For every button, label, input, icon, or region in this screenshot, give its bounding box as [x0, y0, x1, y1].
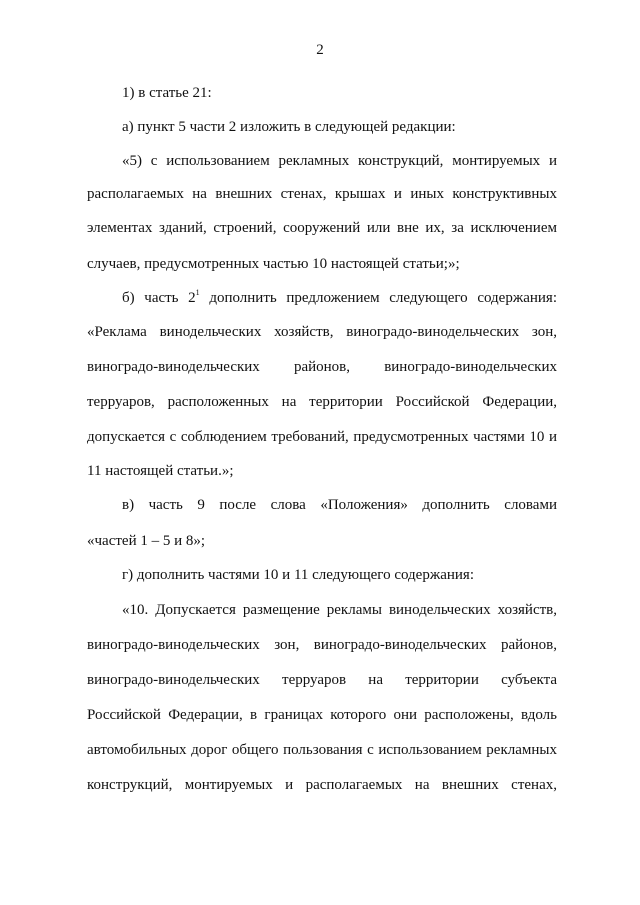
text-line: терруаров, расположенных на территории Российской Федерации, [87, 394, 557, 410]
text-line: автомобильных дорог общего пользования с использованием рекламных [87, 742, 557, 758]
text-line: конструкций, монтируемых и располагаемых на внешних стенах, [87, 777, 557, 793]
text-line: Российской Федерации, в границах которого они расположены, вдоль [87, 707, 557, 723]
text-line: 11 настоящей статьи.»; [87, 463, 234, 479]
text-line [122, 289, 557, 307]
text-line: случаев, предусмотренных частью 10 настоящей статьи;»; [87, 256, 460, 272]
text-line: располагаемых на внешних стенах, крышах и иных конструктивных [87, 186, 557, 202]
text-fragment: дополнить предложением следующего содержания: [199, 290, 557, 306]
text-line: «Реклама винодельческих хозяйств, виноградо-винодельческих зон, [87, 324, 557, 340]
text-line: виноградо-винодельческих терруаров на территории субъекта [87, 672, 557, 688]
text-line: в) часть 9 после слова «Положения» дополнить словами [122, 497, 557, 513]
text-line: 1) в статье 21: [122, 85, 212, 101]
text-line: элементах зданий, строений, сооружений или вне их, за исключением [87, 220, 557, 236]
text-line: «частей 1 – 5 и 8»; [87, 533, 206, 549]
text-line: виноградо-винодельческих районов, виноградо-винодельческих [87, 359, 557, 375]
superscript: 1 [195, 288, 200, 297]
text-line: «5) с использованием рекламных конструкций, монтируемых и [122, 153, 557, 169]
text-line: допускается с соблюдением требований, предусмотренных частями 10 и [87, 429, 557, 445]
text-line: а) пункт 5 части 2 изложить в следующей редакции: [122, 119, 456, 135]
text-line: «10. Допускается размещение рекламы винодельческих хозяйств, [122, 602, 557, 618]
text-line: г) дополнить частями 10 и 11 следующего содержания: [122, 567, 474, 583]
text-line: виноградо-винодельческих зон, виноградо-винодельческих районов, [87, 637, 557, 653]
text-fragment: б) часть 2 [122, 290, 196, 306]
page-number: 2 [316, 42, 324, 58]
